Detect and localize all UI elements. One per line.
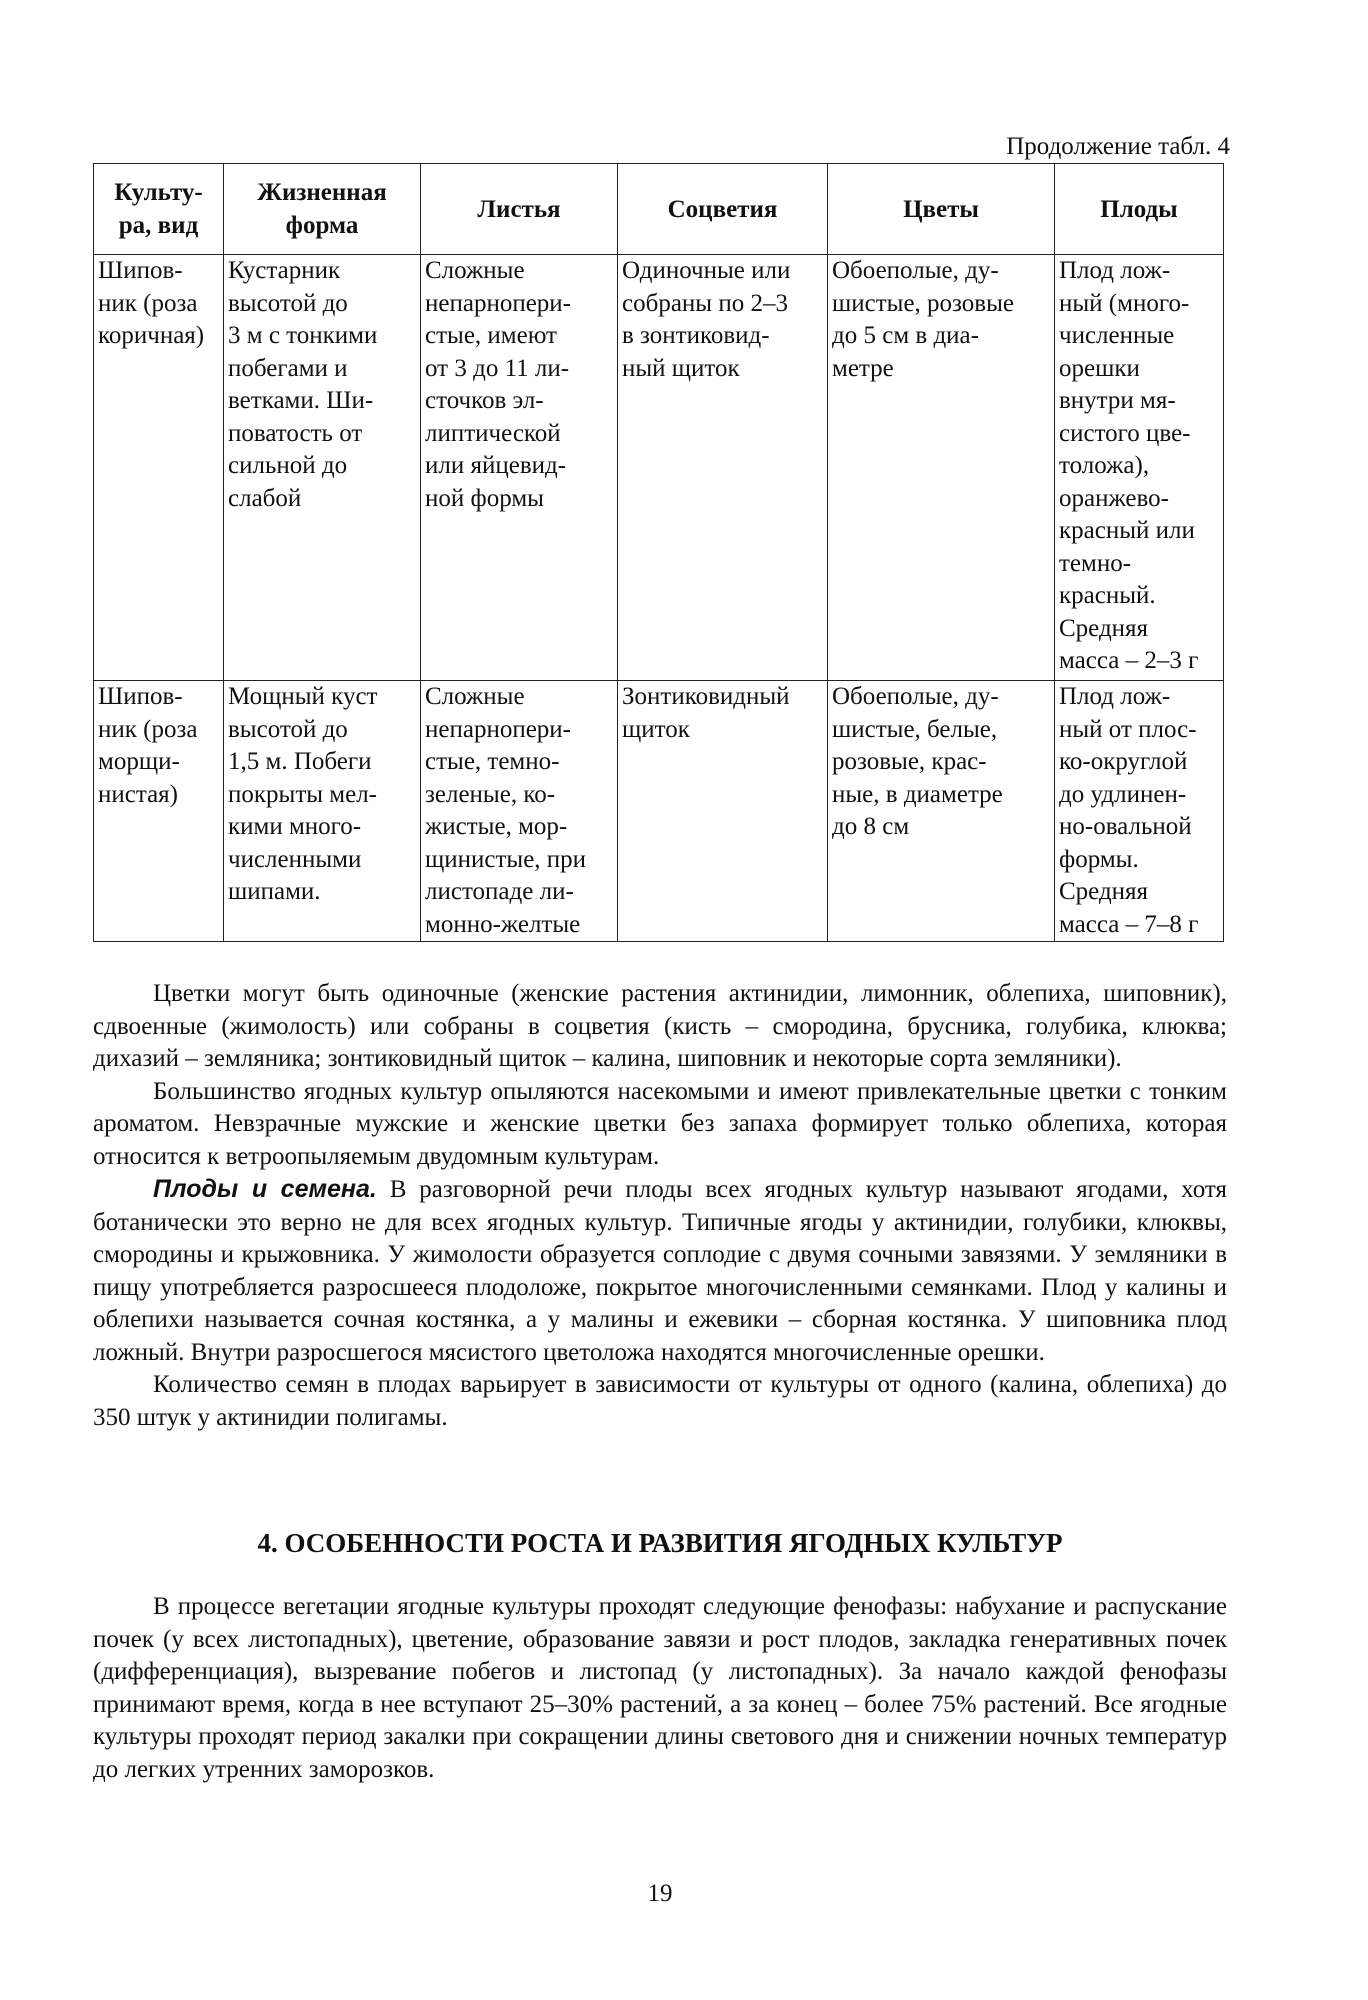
section-text-block <box>93 1591 1227 1786</box>
table-caption: Продолжение табл. 4 <box>1006 133 1230 160</box>
paragraph: Большинство ягодных культур опыляются насекомыми и имеют привлекательные цветки с тонким ароматом. Невзрачные мужские и женские цветки без запаха формирует только облепиха, которая относится к ветроопыляемым двудомным культурам. <box>93 1077 1227 1170</box>
paragraph-lead: Плоды и семена. <box>153 1175 377 1203</box>
paragraph: Цветки могут быть одиночные (женские растения актинидии, лимонник, облепиха, шиповник), сдвоенные (жимолость) или собраны в соцветия (кисть – смородина, брусника, голубика, клюква; дихазий – земляника; зонтиковидный щиток – калина, шиповник и некоторые сорта земляники). <box>93 980 1227 1072</box>
header-flowers: Цветы <box>828 164 1055 255</box>
table-cell: Мощный куст высотой до 1,5 м. Побеги покрыты мел- кими много- численными шипами. <box>224 681 421 942</box>
plant-characteristics-table <box>93 163 1224 942</box>
body-text-block <box>93 978 1227 1434</box>
table-cell: Зонтиковидный щиток <box>618 681 828 942</box>
table-cell: Плод лож- ный от плос- ко-округлой до удлинен- но-овальной формы. Средняя масса – 7–8 г <box>1055 681 1224 942</box>
paragraph <box>93 1173 1227 1369</box>
table-row <box>94 681 1224 942</box>
table-cell: Обоеполые, ду- шистые, розовые до 5 см в диа- метре <box>828 255 1055 681</box>
header-culture: Культу- ра, вид <box>94 164 224 255</box>
table-header-row <box>94 164 1224 255</box>
table-cell: Сложные непарнопери- стые, темно- зеленые, ко- жистые, мор- щинистые, при листопаде ли- монно-желтые <box>421 681 618 942</box>
header-leaves: Листья <box>421 164 618 255</box>
table-cell: Одиночные или собраны по 2–3 в зонтиковид- ный щиток <box>618 255 828 681</box>
header-inflorescences: Соцветия <box>618 164 828 255</box>
paragraph: В процессе вегетации ягодные культуры проходят следующие фенофазы: набухание и распускание почек (у всех листопадных), цветение, образование завязи и рост плодов, закладка генеративных почек (дифференциация), вызревание побегов и листопад (у листопадных). За начало каждой фенофазы принимают время, когда в нее вступают 25–30% растений, а за конец – более 75% растений. Все ягодные культуры проходят период закалки при сокращении длины светового дня и снижении ночных температур до легких утренних заморозков. <box>93 1593 1227 1783</box>
table-row <box>94 255 1224 681</box>
table-cell: Сложные непарнопери- стые, имеют от 3 до 11 ли- сточков эл- липтической или яйцевид- ной формы <box>421 255 618 681</box>
table-cell: Шипов- ник (роза коричная) <box>94 255 224 681</box>
paragraph: Количество семян в плодах варьирует в зависимости от культуры от одного (калина, облепиха) до 350 штук у актинидии полигамы. <box>93 1371 1227 1431</box>
header-life-form: Жизненная форма <box>224 164 421 255</box>
table-cell: Плод лож- ный (много- численные орешки внутри мя- систого цве- толожа), оранжево- красный или темно- красный. Средняя масса – 2–3 г <box>1055 255 1224 681</box>
page-number: 19 <box>647 1880 673 1907</box>
table-cell: Кустарник высотой до 3 м с тонкими побегами и ветками. Ши- поватость от сильной до слабой <box>224 255 421 681</box>
table-cell: Обоеполые, ду- шистые, белые, розовые, крас- ные, в диаметре до 8 см <box>828 681 1055 942</box>
section-heading: 4. ОСОБЕННОСТИ РОСТА И РАЗВИТИЯ ЯГОДНЫХ КУЛЬТУР <box>257 1528 1063 1558</box>
paragraph-body: В разговорной речи плоды всех ягодных культур называют ягодами, хотя ботанически это верно не для всех ягодных культур. Типичные ягоды у актинидии, голубики, клюквы, смородины и крыжовника. У жимолости образуется соплодие с двумя сочными завязями. У земляники в пищу употребляется разросшееся плодоложе, покрытое многочисленными семянками. Плод у калины и облепихи называется сочная костянка, а у малины и ежевики – сборная костянка. У шиповника плод ложный. Внутри разросшегося мясистого цветоложа находятся многочисленные орешки. <box>93 1176 1227 1366</box>
header-fruits: Плоды <box>1055 164 1224 255</box>
table-cell: Шипов- ник (роза морщи- нистая) <box>94 681 224 942</box>
